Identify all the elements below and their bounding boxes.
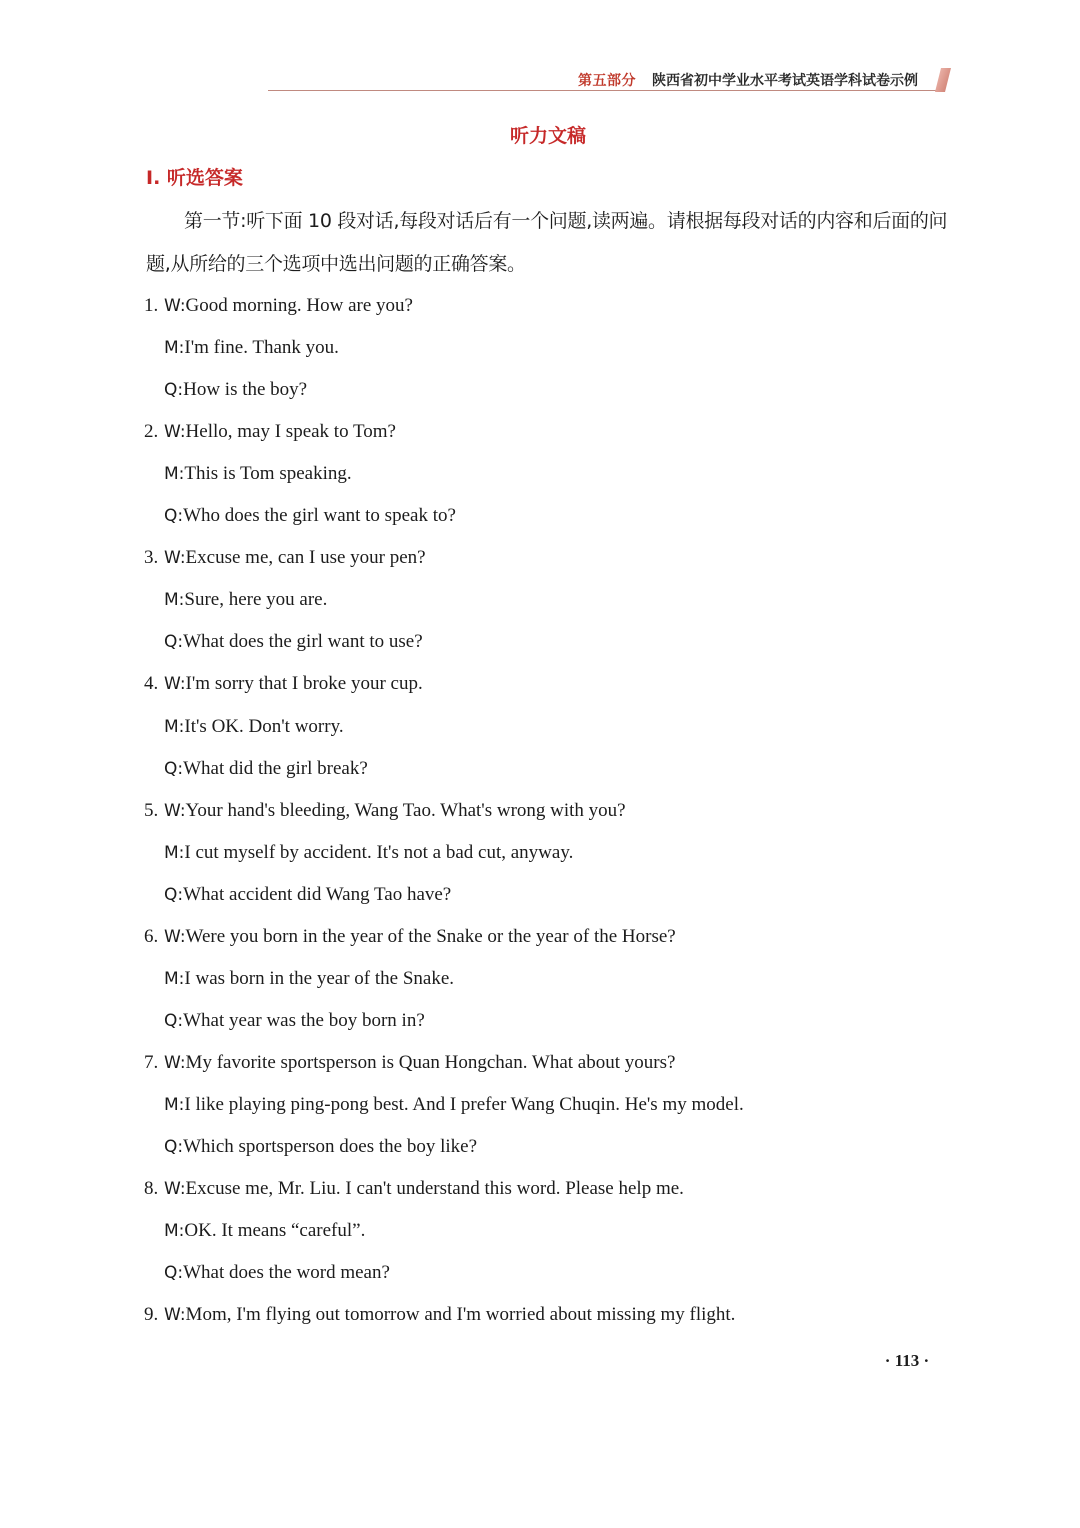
document-title: 听力文稿: [509, 125, 586, 147]
speaker-label: W:: [164, 548, 186, 569]
dialogue-line: [164, 841, 573, 865]
dialogue-number: 3.: [144, 547, 159, 569]
dialogue-line-first: [144, 546, 426, 570]
dialogue-line: [164, 1009, 425, 1033]
dialogue-line: [164, 967, 454, 991]
speaker-label: M:: [164, 716, 185, 737]
dialogue-text: I cut myself by accident. It's not a bad cut, anyway.: [184, 841, 574, 863]
speaker-label: W:: [164, 800, 186, 821]
header-title: 陕西省初中学业水平考试英语学科试卷示例: [652, 73, 918, 89]
dialogue-text: What does the girl want to use?: [183, 631, 423, 653]
header-accent-mark: [935, 68, 951, 92]
dialogue-text: Excuse me, can I use your pen?: [185, 547, 426, 569]
speaker-label: W:: [164, 422, 186, 443]
speaker-label: M:: [164, 464, 185, 485]
dialogue-line-first: [144, 420, 396, 444]
dialogue-text: I was born in the year of the Snake.: [184, 967, 455, 989]
dialogue-line-first: [144, 925, 676, 949]
dialogue-line: [164, 757, 368, 781]
dialogue-line-first: [144, 672, 423, 696]
dialogue-text: How is the boy?: [183, 379, 308, 401]
dialogue-line: [164, 462, 352, 486]
dialogue-line: [164, 588, 327, 612]
dialogue-line: [164, 378, 307, 402]
dialogue-line: [164, 715, 344, 739]
dialogue-line: [164, 1093, 744, 1117]
dialogue-text: Sure, here you are.: [184, 589, 328, 611]
dialogue-text: Mom, I'm flying out tomorrow and I'm worried about missing my flight.: [185, 1304, 736, 1326]
dialogue-text: Hello, may I speak to Tom?: [185, 421, 396, 443]
speaker-label: W:: [164, 1052, 186, 1073]
dialogue-line-first: [144, 799, 626, 823]
dialogue-text: OK. It means “careful”.: [184, 1220, 366, 1242]
speaker-label: W:: [164, 1179, 186, 1200]
speaker-label: M:: [164, 968, 185, 989]
section-heading: Ⅰ. 听选答案: [146, 167, 243, 189]
dialogue-line: [164, 883, 451, 907]
speaker-label: Q:: [164, 632, 184, 653]
dialogue-line: [164, 504, 456, 528]
dialogue-line: [164, 1219, 365, 1243]
speaker-label: Q:: [164, 758, 184, 779]
dialogue-text: Who does the girl want to speak to?: [183, 505, 456, 527]
speaker-label: W:: [164, 296, 186, 316]
speaker-label: Q:: [164, 1010, 184, 1031]
dialogue-text: I'm sorry that I broke your cup.: [185, 673, 423, 695]
speaker-label: W:: [164, 1305, 186, 1326]
dialogue-number: 1.: [144, 295, 159, 316]
dialogue-line: [164, 1261, 390, 1285]
speaker-label: Q:: [164, 380, 184, 401]
dialogue-text: I like playing ping-pong best. And I prefer Wang Chuqin. He's my model.: [184, 1093, 744, 1115]
speaker-label: M:: [164, 842, 185, 863]
header-part-label: 第五部分: [578, 73, 636, 89]
dialogue-text: What does the word mean?: [183, 1262, 390, 1284]
dialogue-text: It's OK. Don't worry.: [184, 715, 344, 737]
speaker-label: M:: [164, 590, 185, 611]
speaker-label: M:: [164, 338, 185, 359]
speaker-label: Q:: [164, 1137, 184, 1157]
speaker-label: M:: [164, 1094, 185, 1115]
dialogue-number: 8.: [144, 1178, 159, 1200]
dialogue-number: 7.: [144, 1051, 159, 1073]
dialogue-line-first: [144, 1051, 675, 1075]
dialogue-number: 2.: [144, 421, 159, 443]
dialogue-line-first: [144, 1177, 684, 1201]
dialogue-number: 5.: [144, 799, 159, 821]
dialogue-text: This is Tom speaking.: [184, 463, 352, 485]
speaker-label: W:: [164, 926, 186, 947]
dialogue-text: Excuse me, Mr. Liu. I can't understand this word. Please help me.: [185, 1178, 684, 1200]
speaker-label: Q:: [164, 1263, 184, 1284]
speaker-label: M:: [164, 1221, 185, 1242]
speaker-label: Q:: [164, 884, 184, 905]
dialogue-text: Were you born in the year of the Snake or the year of the Horse?: [185, 925, 676, 947]
dialogue-text: My favorite sportsperson is Quan Hongchan. What about yours?: [185, 1051, 676, 1073]
speaker-label: W:: [164, 674, 186, 695]
dialogue-line: [164, 1135, 477, 1159]
header-rule: [268, 90, 940, 91]
dialogue-text: I'm fine. Thank you.: [184, 337, 339, 359]
dialogue-text: What year was the boy born in?: [183, 1009, 425, 1031]
dialogue-number: 6.: [144, 925, 159, 947]
dialogue-text: Which sportsperson does the boy like?: [183, 1136, 478, 1157]
dialogue-number: 4.: [144, 673, 159, 695]
dialogue-number: 9.: [144, 1304, 159, 1326]
speaker-label: Q:: [164, 506, 184, 527]
dialogue-line-first: [144, 294, 413, 318]
dialogue-text: What did the girl break?: [183, 757, 368, 779]
dialogue-line-first: [144, 1303, 735, 1327]
dialogue-text: What accident did Wang Tao have?: [183, 883, 452, 905]
dialogue-text: Your hand's bleeding, Wang Tao. What's wrong with you?: [185, 799, 626, 821]
dialogue-line: [164, 336, 339, 360]
dialogue-text: Good morning. How are you?: [185, 295, 413, 316]
dialogue-line: [164, 630, 423, 654]
page-number: · 113 ·: [884, 1351, 930, 1370]
section-intro: 第一节:听下面 10 段对话,每段对话后有一个问题,读两遍。请根据每段对话的内容和后面的问题,从所给的三个选项中选出问题的正确答案。: [146, 210, 948, 275]
